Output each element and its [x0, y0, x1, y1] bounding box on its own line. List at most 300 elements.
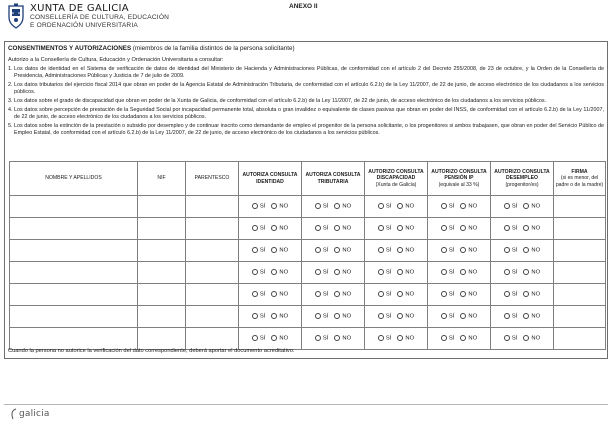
radio-yes[interactable] — [315, 335, 321, 341]
radio-yes[interactable] — [315, 291, 321, 297]
unemployment-consent-cell — [491, 262, 554, 284]
identity-radio-group — [252, 269, 288, 276]
radio-label-no: NO — [279, 269, 289, 276]
radio-yes[interactable] — [504, 247, 510, 253]
radio-no[interactable] — [271, 203, 277, 209]
radio-yes[interactable] — [441, 203, 447, 209]
disability-option-no[interactable] — [397, 269, 414, 276]
radio-no[interactable] — [334, 291, 340, 297]
radio-no[interactable] — [523, 269, 529, 275]
radio-label-no: NO — [531, 225, 541, 232]
col-header-signature-title: FIRMA — [571, 169, 588, 176]
radio-no[interactable] — [523, 313, 529, 319]
tax-option-yes[interactable] — [315, 225, 328, 232]
col-header-pension-sub: (equivale al 33 %) — [438, 181, 480, 188]
identity-option-yes[interactable] — [252, 225, 265, 232]
galicia-brand-swoosh-icon — [10, 408, 18, 420]
item-number: 4. — [8, 107, 13, 114]
radio-no[interactable] — [271, 291, 277, 297]
disability-radio-group — [378, 269, 414, 276]
pension-option-no[interactable] — [460, 225, 477, 232]
pension-radio-group — [441, 247, 477, 254]
radio-yes[interactable] — [504, 313, 510, 319]
identity-radio-group — [252, 203, 288, 210]
disability-consent-cell — [365, 218, 428, 240]
unemployment-option-no[interactable] — [523, 203, 540, 210]
radio-no[interactable] — [460, 269, 466, 275]
tax-option-no[interactable] — [334, 313, 351, 320]
table-row — [10, 284, 606, 306]
radio-label-yes: SÍ — [322, 269, 329, 276]
identity-consent-cell — [239, 240, 302, 262]
radio-label-yes: SÍ — [448, 225, 455, 232]
radio-label-no: NO — [342, 203, 352, 210]
pension-consent-cell — [428, 262, 491, 284]
unemployment-radio-group — [504, 269, 540, 276]
radio-no[interactable] — [523, 335, 529, 341]
disability-option-no[interactable] — [397, 225, 414, 232]
item-number: 5. — [8, 123, 13, 130]
col-header-nif: NIF — [138, 162, 186, 196]
name-cell[interactable] — [10, 240, 138, 262]
pension-option-yes[interactable] — [441, 291, 454, 298]
radio-label-no: NO — [405, 247, 415, 254]
radio-no[interactable] — [271, 313, 277, 319]
radio-label-yes: SÍ — [322, 203, 329, 210]
radio-label-no: NO — [342, 225, 352, 232]
radio-no[interactable] — [271, 225, 277, 231]
tax-option-no[interactable] — [334, 269, 351, 276]
radio-no[interactable] — [460, 203, 466, 209]
unemployment-option-yes[interactable] — [504, 313, 517, 320]
radio-yes[interactable] — [252, 203, 258, 209]
name-cell[interactable] — [10, 284, 138, 306]
nif-cell[interactable] — [138, 218, 186, 240]
identity-radio-group — [252, 335, 288, 342]
radio-label-yes: SÍ — [322, 247, 329, 254]
radio-yes[interactable] — [504, 269, 510, 275]
col-header-pension — [428, 162, 491, 196]
identity-option-yes[interactable] — [252, 313, 265, 320]
unemployment-option-yes[interactable] — [504, 335, 517, 342]
name-cell[interactable] — [10, 218, 138, 240]
radio-yes[interactable] — [441, 269, 447, 275]
nif-cell[interactable] — [138, 262, 186, 284]
unemployment-option-yes[interactable] — [504, 203, 517, 210]
disability-option-no[interactable] — [397, 313, 414, 320]
pension-radio-group — [441, 269, 477, 276]
signature-cell[interactable] — [554, 262, 606, 284]
pension-option-no[interactable] — [460, 313, 477, 320]
consent-item — [8, 98, 604, 105]
unemployment-option-no[interactable] — [523, 291, 540, 298]
radio-no[interactable] — [397, 335, 403, 341]
unemployment-option-yes[interactable] — [504, 225, 517, 232]
footer-divider — [4, 404, 608, 405]
radio-yes[interactable] — [252, 335, 258, 341]
pension-radio-group — [441, 203, 477, 210]
radio-yes[interactable] — [378, 247, 384, 253]
family-members-table — [9, 161, 606, 350]
unemployment-option-no[interactable] — [523, 247, 540, 254]
radio-label-yes: SÍ — [322, 313, 329, 320]
kinship-cell[interactable] — [186, 306, 239, 328]
identity-consent-cell — [239, 306, 302, 328]
radio-label-yes: SÍ — [511, 225, 518, 232]
name-cell[interactable] — [10, 306, 138, 328]
tax-radio-group — [315, 291, 351, 298]
radio-yes[interactable] — [504, 335, 510, 341]
col-header-tax: AUTORIZA CONSULTA TRIBUTARIA — [302, 162, 365, 196]
radio-yes[interactable] — [315, 203, 321, 209]
radio-no[interactable] — [334, 247, 340, 253]
radio-label-no: NO — [468, 225, 478, 232]
pension-option-yes[interactable] — [441, 335, 454, 342]
tax-consent-cell — [302, 328, 365, 350]
identity-option-yes[interactable] — [252, 291, 265, 298]
identity-option-yes[interactable] — [252, 335, 265, 342]
radio-no[interactable] — [523, 291, 529, 297]
table-row — [10, 306, 606, 328]
table-row — [10, 328, 606, 350]
radio-no[interactable] — [271, 247, 277, 253]
radio-no[interactable] — [460, 247, 466, 253]
disability-option-no[interactable] — [397, 335, 414, 342]
radio-yes[interactable] — [441, 247, 447, 253]
pension-radio-group — [441, 335, 477, 342]
kinship-cell[interactable] — [186, 262, 239, 284]
radio-label-yes: SÍ — [385, 291, 392, 298]
section-title-main: CONSENTIMENTOS Y AUTORIZACIONES — [8, 45, 132, 52]
unemployment-option-no[interactable] — [523, 225, 540, 232]
radio-no[interactable] — [334, 269, 340, 275]
radio-no[interactable] — [460, 313, 466, 319]
item-text: Los datos de identidad en el Sistema de verificación de datos de identidad del Ministerio de Hacienda y Administraciones Públicas, de conformidad con el artículo 2 del Decreto 255/2008, de 23 de octubre, y la Orden de la Consellería de Presidencia, Administraciones Públicas y Justicia de 7 de julio de 2009. — [14, 66, 604, 79]
galicia-coat-of-arms-icon — [6, 3, 26, 30]
tax-option-no[interactable] — [334, 291, 351, 298]
radio-yes[interactable] — [441, 291, 447, 297]
radio-label-yes: SÍ — [385, 335, 392, 342]
radio-label-yes: SÍ — [511, 291, 518, 298]
radio-label-yes: SÍ — [259, 225, 266, 232]
disability-option-no[interactable] — [397, 247, 414, 254]
radio-yes[interactable] — [252, 269, 258, 275]
identity-option-no[interactable] — [271, 203, 288, 210]
radio-label-no: NO — [531, 269, 541, 276]
radio-label-yes: SÍ — [448, 269, 455, 276]
radio-yes[interactable] — [315, 247, 321, 253]
tax-option-yes[interactable] — [315, 269, 328, 276]
radio-no[interactable] — [334, 203, 340, 209]
unemployment-option-yes[interactable] — [504, 269, 517, 276]
pension-option-yes[interactable] — [441, 269, 454, 276]
consent-item — [8, 107, 604, 121]
nif-cell[interactable] — [138, 284, 186, 306]
radio-label-no: NO — [342, 313, 352, 320]
item-text: Los datos tributarios del ejercicio fiscal 2014 que obran en poder de la Agencia Estatal de Administración Tributaria, de conformidad con el artículo 6.2.b) de la Ley 11/2007, de 22 de junio, de acceso electrónico de los ciudadanos a los servicios públicos. — [14, 82, 604, 95]
radio-label-no: NO — [531, 291, 541, 298]
radio-yes[interactable] — [315, 225, 321, 231]
signature-cell[interactable] — [554, 328, 606, 350]
table-row — [10, 240, 606, 262]
disability-radio-group — [378, 291, 414, 298]
col-header-disability-sub: (Xunta de Galicia) — [375, 181, 417, 188]
pension-option-yes[interactable] — [441, 203, 454, 210]
disability-option-yes[interactable] — [378, 203, 391, 210]
identity-radio-group — [252, 247, 288, 254]
signature-cell[interactable] — [554, 284, 606, 306]
radio-label-no: NO — [342, 247, 352, 254]
disability-option-no[interactable] — [397, 291, 414, 298]
radio-label-yes: SÍ — [259, 335, 266, 342]
item-number: 3. — [8, 98, 13, 104]
radio-label-no: NO — [279, 335, 289, 342]
radio-yes[interactable] — [315, 269, 321, 275]
radio-yes[interactable] — [315, 313, 321, 319]
unemployment-radio-group — [504, 313, 540, 320]
identity-option-no[interactable] — [271, 291, 288, 298]
radio-yes[interactable] — [378, 269, 384, 275]
section-title-suffix: (miembros de la familia distintos de la persona solicitante) — [131, 45, 295, 52]
radio-yes[interactable] — [441, 313, 447, 319]
name-cell[interactable] — [10, 328, 138, 350]
radio-no[interactable] — [397, 291, 403, 297]
col-header-signature — [554, 162, 606, 196]
tax-option-no[interactable] — [334, 225, 351, 232]
disability-option-yes[interactable] — [378, 335, 391, 342]
identity-option-yes[interactable] — [252, 203, 265, 210]
item-number: 2. — [8, 82, 13, 88]
radio-label-no: NO — [468, 203, 478, 210]
radio-label-no: NO — [531, 313, 541, 320]
radio-no[interactable] — [397, 269, 403, 275]
radio-label-yes: SÍ — [259, 247, 266, 254]
tax-radio-group — [315, 269, 351, 276]
radio-no[interactable] — [271, 269, 277, 275]
radio-label-yes: SÍ — [511, 269, 518, 276]
col-header-identity: AUTORIZA CONSULTA IDENTIDAD — [239, 162, 302, 196]
radio-yes[interactable] — [378, 291, 384, 297]
radio-no[interactable] — [397, 203, 403, 209]
unemployment-radio-group — [504, 225, 540, 232]
identity-radio-group — [252, 313, 288, 320]
department-line-1: CONSELLERÍA DE CULTURA, EDUCACIÓN — [30, 14, 170, 21]
radio-no[interactable] — [397, 313, 403, 319]
radio-yes[interactable] — [378, 203, 384, 209]
radio-no[interactable] — [460, 291, 466, 297]
pension-radio-group — [441, 313, 477, 320]
unemployment-consent-cell — [491, 306, 554, 328]
tax-option-yes[interactable] — [315, 291, 328, 298]
radio-no[interactable] — [523, 247, 529, 253]
page-header — [6, 3, 606, 39]
identity-option-no[interactable] — [271, 247, 288, 254]
signature-cell[interactable] — [554, 306, 606, 328]
identity-option-no[interactable] — [271, 225, 288, 232]
radio-no[interactable] — [271, 335, 277, 341]
unemployment-option-no[interactable] — [523, 313, 540, 320]
tax-option-no[interactable] — [334, 247, 351, 254]
item-text: Los datos sobre la extinción de la prestación o subsidio por desempleo y de continuar inscrito como demandante de empleo el progenitor de la persona solicitante, o los progenitores si ambos trabajasen, que obran en poder del Servicio Público de Empleo Estatal, de conformidad con el artículo 6.2.b) de la Ley 11/2007, de 22 de junio, de acceso electrónico de los ciudadanos a los servicios públicos. — [14, 123, 604, 136]
disability-radio-group — [378, 335, 414, 342]
radio-label-yes: SÍ — [448, 335, 455, 342]
radio-label-no: NO — [279, 247, 289, 254]
kinship-cell[interactable] — [186, 328, 239, 350]
radio-no[interactable] — [397, 247, 403, 253]
identity-consent-cell — [239, 196, 302, 218]
tax-option-yes[interactable] — [315, 335, 328, 342]
identity-option-no[interactable] — [271, 269, 288, 276]
unemployment-option-yes[interactable] — [504, 291, 517, 298]
tax-consent-cell — [302, 218, 365, 240]
tax-option-no[interactable] — [334, 335, 351, 342]
radio-yes[interactable] — [252, 313, 258, 319]
radio-no[interactable] — [334, 335, 340, 341]
radio-no[interactable] — [523, 203, 529, 209]
radio-yes[interactable] — [252, 247, 258, 253]
signature-cell[interactable] — [554, 218, 606, 240]
pension-option-no[interactable] — [460, 247, 477, 254]
radio-label-yes: SÍ — [448, 203, 455, 210]
col-header-kinship: PARENTESCO — [186, 162, 239, 196]
item-number: 1. — [8, 66, 13, 72]
unemployment-option-yes[interactable] — [504, 247, 517, 254]
radio-label-yes: SÍ — [385, 247, 392, 254]
disability-option-no[interactable] — [397, 203, 414, 210]
tax-consent-cell — [302, 284, 365, 306]
pension-radio-group — [441, 225, 477, 232]
signature-cell[interactable] — [554, 196, 606, 218]
identity-consent-cell — [239, 218, 302, 240]
col-header-disability — [365, 162, 428, 196]
radio-label-no: NO — [405, 225, 415, 232]
pension-option-no[interactable] — [460, 335, 477, 342]
disability-option-yes[interactable] — [378, 225, 391, 232]
radio-no[interactable] — [334, 225, 340, 231]
tax-consent-cell — [302, 240, 365, 262]
disability-option-yes[interactable] — [378, 269, 391, 276]
nif-cell[interactable] — [138, 240, 186, 262]
disability-consent-cell — [365, 196, 428, 218]
table-row — [10, 262, 606, 284]
pension-option-no[interactable] — [460, 291, 477, 298]
tax-consent-cell — [302, 306, 365, 328]
pension-consent-cell — [428, 218, 491, 240]
radio-yes[interactable] — [252, 291, 258, 297]
table-row — [10, 196, 606, 218]
disability-radio-group — [378, 225, 414, 232]
unemployment-consent-cell — [491, 328, 554, 350]
disability-option-yes[interactable] — [378, 291, 391, 298]
unemployment-radio-group — [504, 247, 540, 254]
pension-consent-cell — [428, 240, 491, 262]
radio-label-no: NO — [342, 269, 352, 276]
footer-logo — [10, 408, 50, 420]
disability-consent-cell — [365, 284, 428, 306]
radio-no[interactable] — [334, 313, 340, 319]
tax-option-no[interactable] — [334, 203, 351, 210]
identity-consent-cell — [239, 284, 302, 306]
disability-radio-group — [378, 247, 414, 254]
kinship-cell[interactable] — [186, 196, 239, 218]
nif-cell[interactable] — [138, 328, 186, 350]
tax-radio-group — [315, 203, 351, 210]
pension-option-yes[interactable] — [441, 313, 454, 320]
identity-option-yes[interactable] — [252, 269, 265, 276]
unemployment-option-no[interactable] — [523, 335, 540, 342]
tax-option-yes[interactable] — [315, 203, 328, 210]
pension-option-yes[interactable] — [441, 247, 454, 254]
radio-yes[interactable] — [252, 225, 258, 231]
kinship-cell[interactable] — [186, 284, 239, 306]
identity-option-no[interactable] — [271, 335, 288, 342]
radio-no[interactable] — [460, 335, 466, 341]
radio-label-yes: SÍ — [448, 247, 455, 254]
radio-label-no: NO — [531, 335, 541, 342]
identity-option-yes[interactable] — [252, 247, 265, 254]
radio-yes[interactable] — [378, 335, 384, 341]
item-text: Los datos sobre el grado de discapacidad que obran en poder de la Xunta de Galicia, de conformidad con el artículo 6.2.b) de la Ley 11/2007, de 22 de junio, de acceso electrónico de los ciudadanos a los servicios públicos. — [14, 98, 547, 104]
unemployment-consent-cell — [491, 196, 554, 218]
tax-option-yes[interactable] — [315, 313, 328, 320]
pension-option-no[interactable] — [460, 203, 477, 210]
unemployment-option-no[interactable] — [523, 269, 540, 276]
disability-option-yes[interactable] — [378, 247, 391, 254]
radio-yes[interactable] — [378, 313, 384, 319]
pension-option-no[interactable] — [460, 269, 477, 276]
radio-label-yes: SÍ — [385, 269, 392, 276]
radio-yes[interactable] — [441, 225, 447, 231]
identity-radio-group — [252, 225, 288, 232]
radio-no[interactable] — [397, 225, 403, 231]
identity-option-no[interactable] — [271, 313, 288, 320]
pension-option-yes[interactable] — [441, 225, 454, 232]
name-cell[interactable] — [10, 196, 138, 218]
radio-yes[interactable] — [441, 335, 447, 341]
radio-label-yes: SÍ — [385, 203, 392, 210]
tax-radio-group — [315, 247, 351, 254]
radio-label-no: NO — [468, 335, 478, 342]
disability-option-yes[interactable] — [378, 313, 391, 320]
radio-yes[interactable] — [504, 291, 510, 297]
nif-cell[interactable] — [138, 196, 186, 218]
radio-label-yes: SÍ — [322, 291, 329, 298]
radio-label-yes: SÍ — [511, 313, 518, 320]
radio-label-yes: SÍ — [385, 313, 392, 320]
radio-label-no: NO — [531, 247, 541, 254]
radio-no[interactable] — [460, 225, 466, 231]
consent-section — [4, 41, 608, 359]
nif-cell[interactable] — [138, 306, 186, 328]
identity-consent-cell — [239, 328, 302, 350]
identity-radio-group — [252, 291, 288, 298]
kinship-cell[interactable] — [186, 218, 239, 240]
kinship-cell[interactable] — [186, 240, 239, 262]
tax-option-yes[interactable] — [315, 247, 328, 254]
signature-cell[interactable] — [554, 240, 606, 262]
item-text: Los datos sobre percepción de prestación de la Seguridad Social por incapacidad permanente total, absoluta o gran invalidez o equivalente de clases pasivas que obran en poder del INSS, de conformidad con el artículo 6.2.b) de la Ley 11/2007, de 22 de junio, de acceso electrónico de los ciudadanos a los servicios públicos. — [14, 107, 604, 120]
section-intro: Autorizo a la Consellería de Cultura, Educación y Ordenación Universitaria a consultar: — [8, 57, 224, 63]
tax-radio-group — [315, 225, 351, 232]
annex-label: ANEXO II — [289, 3, 318, 10]
name-cell[interactable] — [10, 262, 138, 284]
radio-label-yes: SÍ — [259, 291, 266, 298]
radio-yes[interactable] — [504, 203, 510, 209]
radio-yes[interactable] — [504, 225, 510, 231]
radio-no[interactable] — [523, 225, 529, 231]
radio-yes[interactable] — [378, 225, 384, 231]
footer-brand: galicia — [19, 409, 50, 419]
